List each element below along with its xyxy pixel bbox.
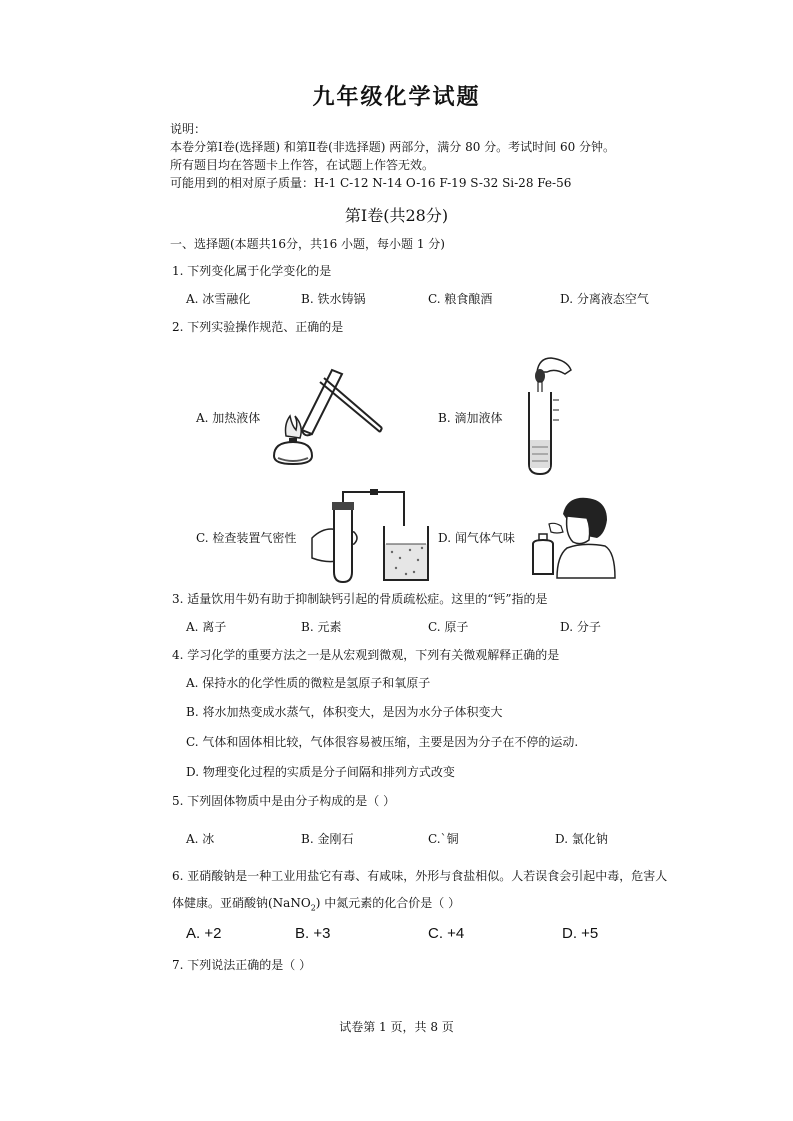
q1-option-c: C. 粮食酿酒 bbox=[428, 292, 493, 306]
q6-line-1: 6. 亚硝酸钠是一种工业用盐它有毒、有咸味，外形与食盐相似。人若误食会引起中毒，危害人 bbox=[172, 869, 668, 883]
q6-option-b: B. +3 bbox=[295, 925, 331, 942]
q5-stem: 5. 下列固体物质中是由分子构成的是（ ） bbox=[172, 794, 396, 808]
airtightness-check-figure bbox=[310, 486, 432, 584]
q4-option-d: D. 物理变化过程的实质是分子间隔和排列方式改变 bbox=[186, 765, 455, 779]
q3-option-b: B. 元素 bbox=[301, 620, 342, 634]
heating-liquid-figure bbox=[262, 360, 387, 468]
intro-heading: 说明： bbox=[170, 122, 207, 136]
intro-line-3: 可能用到的相对原子质量：H-1 C-12 N-14 O-16 F-19 S-32 Si-28 Fe-56 bbox=[170, 176, 572, 190]
q1-option-a: A. 冰雪融化 bbox=[186, 292, 251, 306]
q1-stem: 1. 下列变化属于化学变化的是 bbox=[172, 264, 332, 278]
q1-option-b: B. 铁水铸锅 bbox=[301, 292, 366, 306]
q6-option-a: A. +2 bbox=[186, 925, 222, 942]
q2-stem: 2. 下列实验操作规范、正确的是 bbox=[172, 320, 344, 334]
q2-figure-d-label: D. 闻气体气味 bbox=[438, 531, 515, 545]
q6-option-c: C. +4 bbox=[428, 925, 465, 942]
q3-option-a: A. 离子 bbox=[186, 620, 227, 634]
smelling-gas-figure bbox=[527, 494, 617, 580]
q5-option-d: D. 氯化钠 bbox=[555, 832, 608, 846]
q2-figure-b-label: B. 滴加液体 bbox=[438, 411, 503, 425]
q2-figure-c-label: C. 检查装置气密性 bbox=[196, 531, 297, 545]
q3-option-d: D. 分子 bbox=[560, 620, 601, 634]
q5-option-b: B. 金刚石 bbox=[301, 832, 354, 846]
q2-figure-a-label: A. 加热液体 bbox=[196, 411, 261, 425]
q3-stem: 3. 适量饮用牛奶有助于抑制缺钙引起的骨质疏松症。这里的“钙”指的是 bbox=[172, 592, 548, 606]
page-footer: 试卷第 1 页，共 8 页 bbox=[339, 1020, 454, 1034]
part-heading: 一、选择题(本题共16分，共16 小题，每小题 1 分) bbox=[170, 237, 445, 251]
q6-option-d: D. +5 bbox=[562, 925, 599, 942]
q5-option-a: A. 冰 bbox=[186, 832, 215, 846]
q7-stem: 7. 下列说法正确的是（ ） bbox=[172, 958, 312, 972]
page-title: 九年级化学试题 bbox=[312, 84, 481, 110]
q3-option-c: C. 原子 bbox=[428, 620, 469, 634]
section-title: 第Ⅰ卷(共28分) bbox=[344, 206, 449, 225]
dropper-figure bbox=[515, 352, 575, 477]
q4-option-a: A. 保持水的化学性质的微粒是氢原子和氧原子 bbox=[186, 676, 431, 690]
intro-line-2: 所有题目均在答题卡上作答，在试题上作答无效。 bbox=[170, 158, 435, 172]
q4-option-c: C. 气体和固体相比较，气体很容易被压缩，主要是因为分子在不停的运动. bbox=[186, 735, 579, 749]
q4-option-b: B. 将水加热变成水蒸气，体积变大，是因为水分子体积变大 bbox=[186, 705, 503, 719]
q4-stem: 4. 学习化学的重要方法之一是从宏观到微观，下列有关微观解释正确的是 bbox=[172, 648, 560, 662]
q6-line-2: 体健康。亚硝酸钠(NaNO$_2$) 中氮元素的化合价是（ ） bbox=[172, 896, 461, 913]
intro-line-1: 本卷分第Ⅰ卷(选择题) 和第Ⅱ卷(非选择题) 两部分，满分 80 分。考试时间 60 分钟。 bbox=[170, 140, 616, 154]
q1-option-d: D. 分离液态空气 bbox=[560, 292, 649, 306]
q5-option-c: C.`铜 bbox=[428, 832, 459, 846]
